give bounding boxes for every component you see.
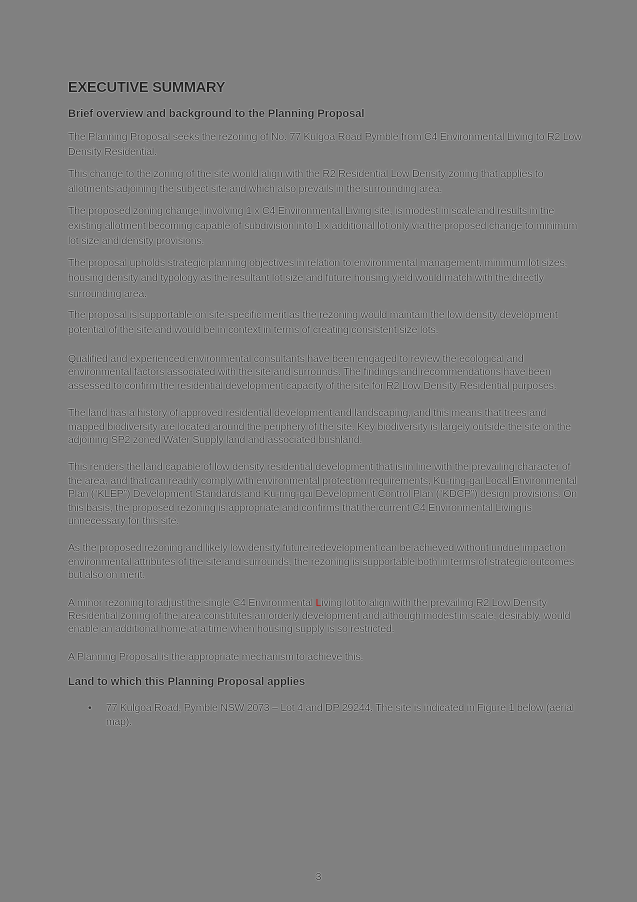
minor-rezoning-text-before: A minor rezoning to adjust the single C4 Environmental: [68, 597, 316, 609]
land-description: 77 Kulgoa Road, Pymble NSW 2073 – Lot 4 and DP 29244. The site is indicated in Figure 1 below (aerial map).: [106, 703, 574, 728]
land-bullet-list: [68, 702, 583, 729]
section-heading-overview: Brief overview and background to the Planning Proposal: [68, 108, 365, 120]
paragraph-zoning-alignment: This change to the zoning of the site would align with the R2 Residential Low Density zoning that applies to allotments adjoining the subject site and which also prevails in the surrounding area.: [68, 168, 544, 196]
paragraph-closing: A Planning Proposal is the appropriate mechanism to achieve this.: [68, 651, 364, 663]
paragraph-supportable-rezoning: As the proposed rezoning and likely low density future redevelopment can be achieved without undue impact on environmental attributes of the site and surrounds, the rezoning is supportable both in terms of strategic outcomes but also on merit.: [68, 543, 575, 582]
document-page: [68, 80, 583, 729]
minor-rezoning-text-after: iving lot to align with the prevailing R2 Low Density Residential zoning of the area constitutes an orderly development and although modest in scale, desirably, would enable an additional home at a time when housing supply is so restricted.: [68, 597, 571, 636]
section-heading-land: Land to which this Planning Proposal applies: [68, 676, 306, 689]
page-title: EXECUTIVE SUMMARY: [68, 80, 226, 96]
paragraph-site-specific-merit: The proposal is supportable on site-specific merit as the rezoning would maintain the low density development potential of the site and would be in context in terms of creating consistent size lots.: [68, 310, 558, 337]
paragraph-minor-rezoning: [68, 597, 583, 637]
list-item: [68, 702, 583, 729]
highlighted-character: L: [315, 597, 322, 609]
paragraph-development-capability: This renders the land capable of low density residential development that is in line with the prevailing character of the area, and that can readily comply with environmental protection requirements, Ku-ring-gai Local Environmental Plan (“KLEP”) Development Standards and Ku-ring-gai Development Control Plan (“KDCP”) design provisions. On this basis, the proposed rezoning is appropriate and confirms that the current C4 Environmental Living is unnecessary for this site.: [68, 462, 577, 527]
paragraph-environmental-consultants: Qualified and experienced environmental consultants have been engaged to review the ecological and environmental factors associated with the site and surrounds. The findings and recommendations have been assessed to confirm the residential development capacity of the site for R2 Low Density Residential purposes.: [68, 353, 557, 392]
paragraph-strategic-objectives: The proposal upholds strategic planning objectives in relation to environmental management, minimum lot sizes, housing density and typology as the resultant lot size and future housing yield would match with the directly surrounding area.: [68, 257, 568, 300]
bullet-icon: •: [88, 703, 92, 715]
paragraph-zoning-change-scale: The proposed zoning change, involving 1 x C4 Environmental Living site, is modest in scale and results in the existing allotment becoming capable of subdivision into 1 x additional lot only via the proposed change to minimum lot size and density provisions.: [68, 205, 578, 248]
paragraph-land-history: The land has a history of approved residential development and landscaping, and this means that trees and mapped biodiversity are located around the periphery of the site. Key biodiversity is largely outside the site on the adjoining SP2 zoned Water Supply land and associated bushland.: [68, 408, 571, 446]
page-number: 3: [315, 872, 322, 883]
paragraph-rezoning-summary: The Planning Proposal seeks the rezoning of No. 77 Kulgoa Road Pymble from C4 Environmental Living to R2 Low Density Residential.: [68, 132, 582, 159]
